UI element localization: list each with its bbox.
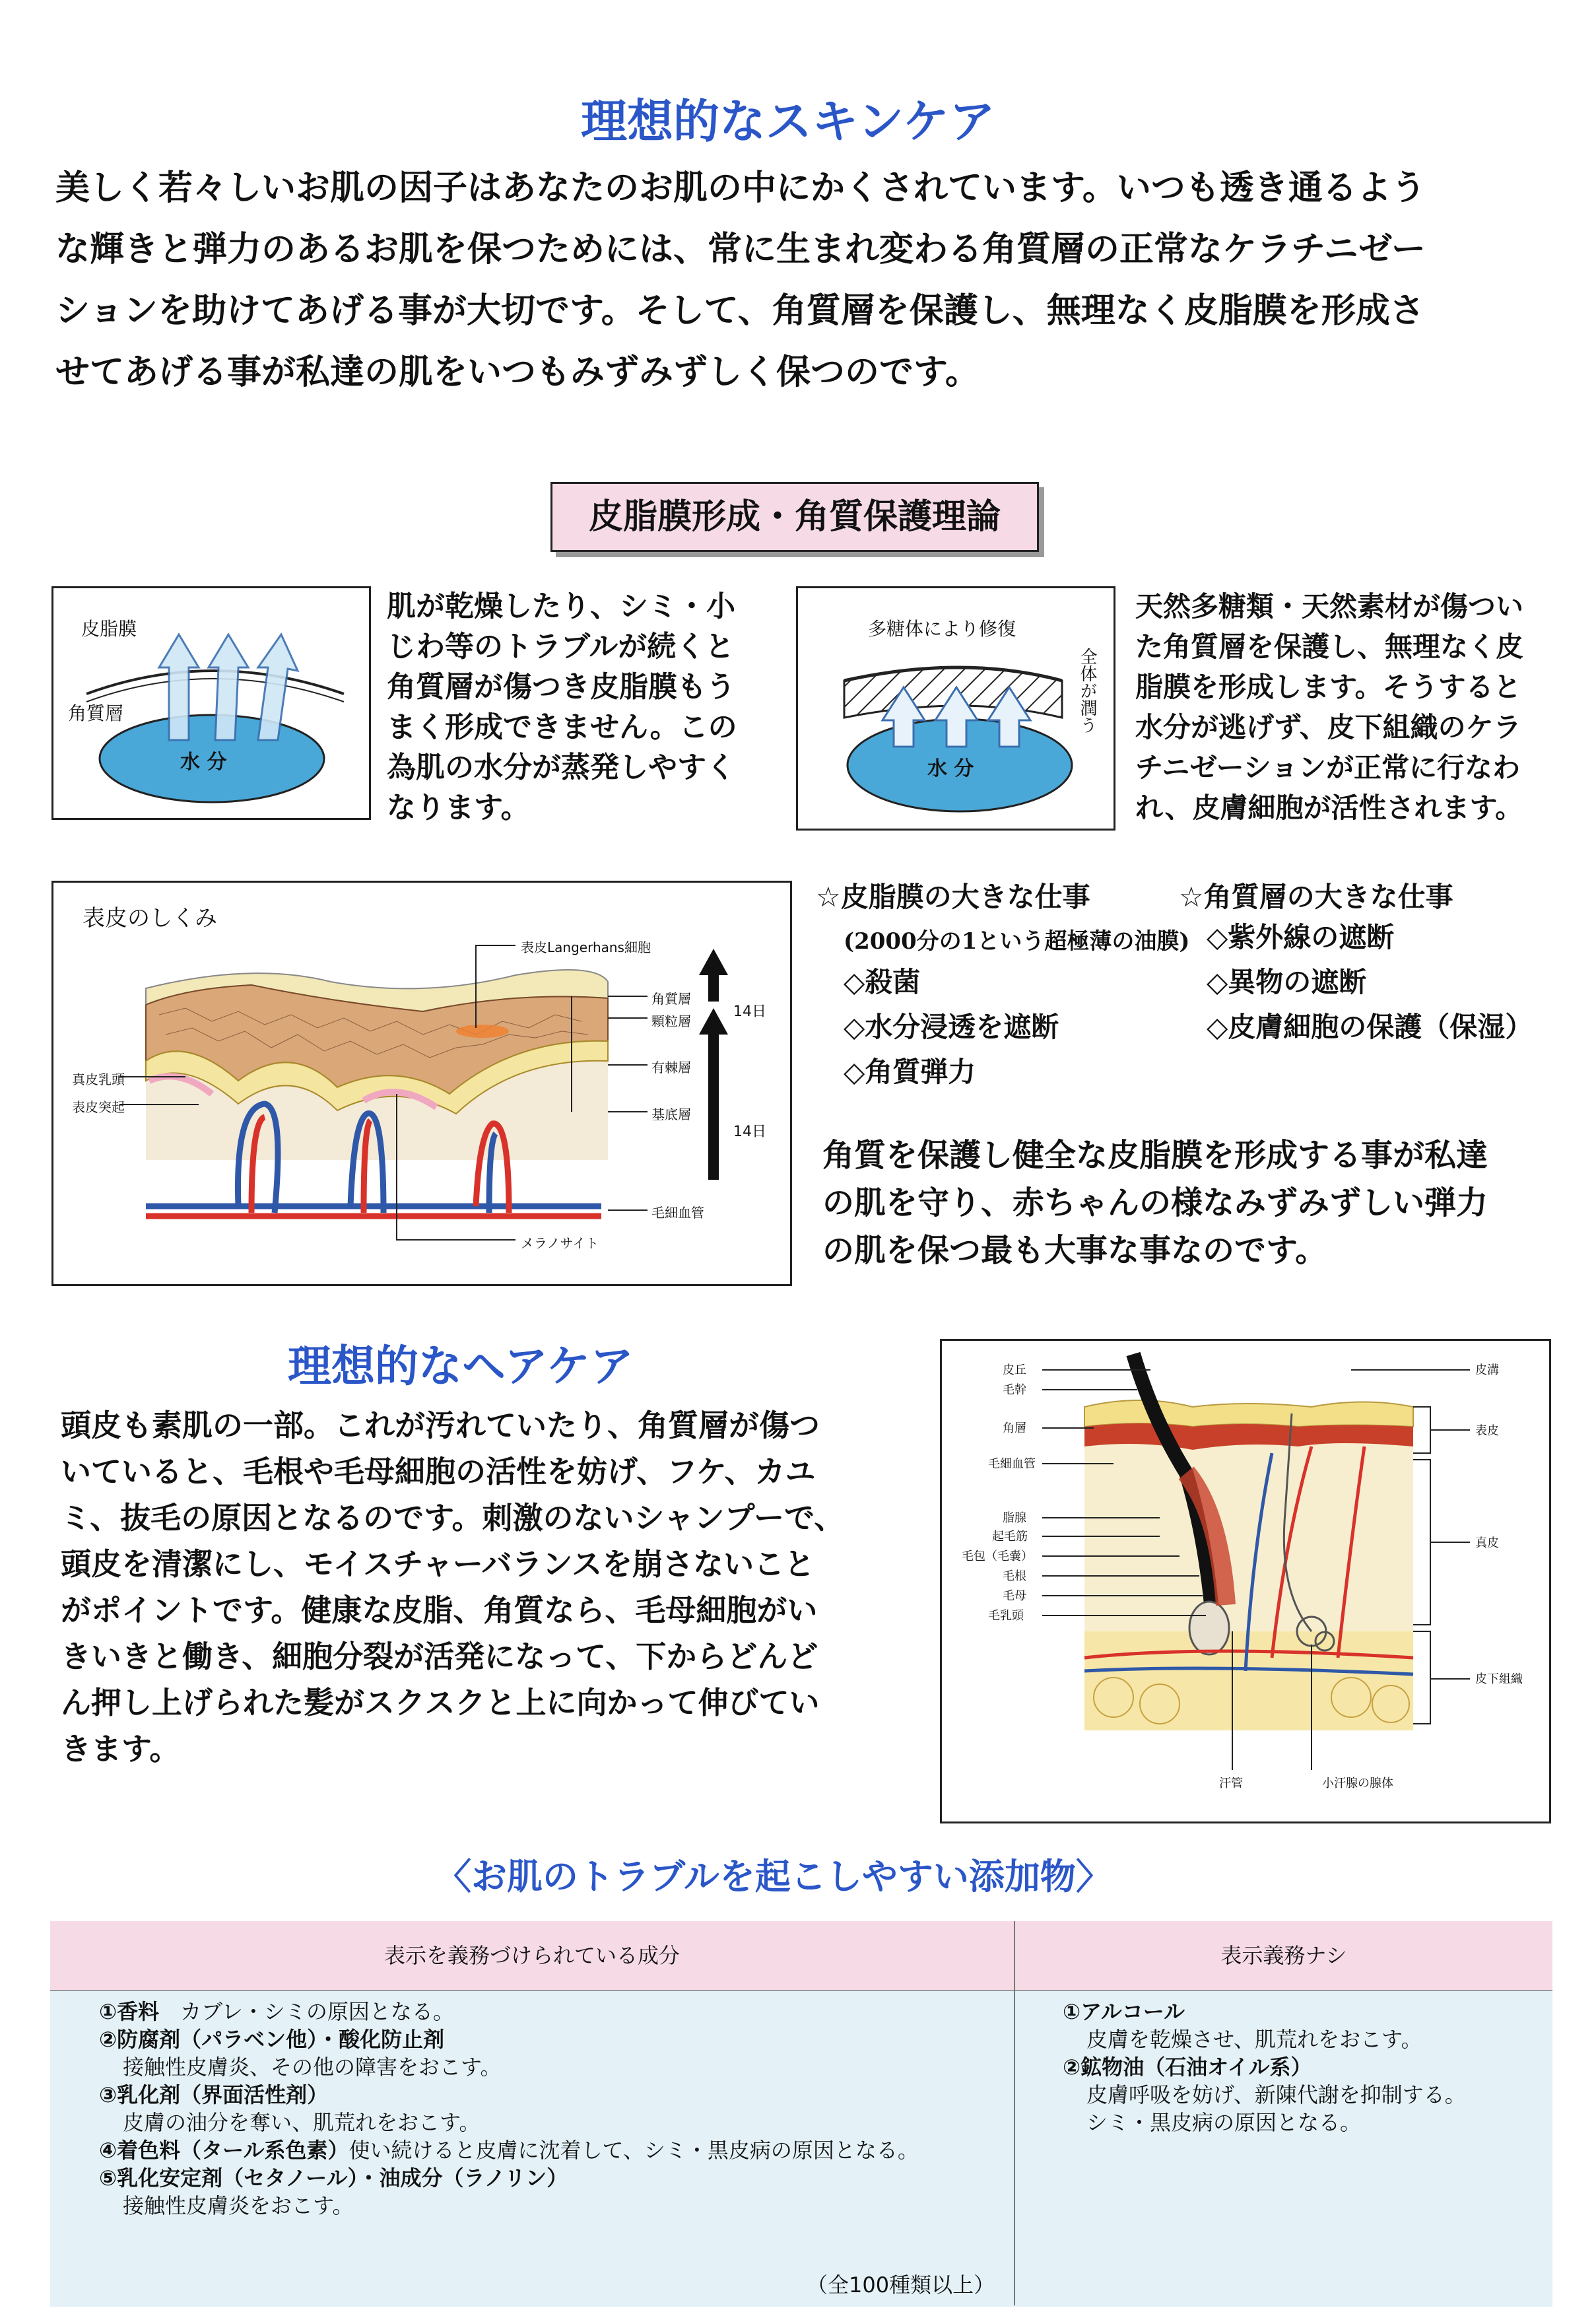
additives-title: 〈お肌のトラブルを起こしやすい添加物〉 (436, 1856, 1112, 1897)
hair-label-papilla: 毛乳頭 (988, 1609, 1024, 1623)
row-text: 使い続けると皮膚に沈着して、シミ・黒皮病の原因となる。 (349, 2138, 919, 2163)
text-line: 為肌の水分が蒸発しやすく (387, 751, 735, 784)
dry-skin-text (387, 586, 737, 828)
stratum-job-item: ◇異物の遮断 (1207, 966, 1367, 998)
hair-care-text (61, 1402, 844, 1772)
epidermis-diagram (51, 881, 792, 1286)
row-heading: ⑤乳化安定剤（セタノール）・油成分（ラノリン） (99, 2165, 568, 2191)
table-row (99, 2192, 919, 2220)
text-line: いていると、毛根や毛母細胞の活性を妨げ、フケ、カユ (61, 1454, 816, 1489)
stratum-jobs-title: ☆角質層の大きな仕事 (1179, 881, 1453, 913)
table-divider (1014, 1921, 1015, 2305)
text-line: 肌が乾燥したり、シミ・小 (387, 590, 735, 623)
melanocyte-label: メラノサイト (521, 1235, 599, 1251)
intro-line: な輝きと弾力のあるお肌を保つためには、常に生まれ変わる角質層の正常なケラチニゼー (55, 229, 1426, 269)
sebum-label: 皮脂膜 (81, 618, 137, 640)
additives-table (50, 1921, 1552, 2305)
stratum-job-item: ◇皮膚細胞の保護（保湿） (1207, 1011, 1533, 1043)
text-line: 頭皮を清潔にし、モイスチャーバランスを崩さないこと (61, 1546, 815, 1582)
text-line: た角質層を保護し、無理なく皮 (1135, 630, 1524, 663)
row-heading: ④着色料（タール系色素） (99, 2138, 349, 2163)
row-heading: ①アルコール (1063, 1999, 1185, 2024)
text-line: じわ等のトラブルが続くと (387, 630, 735, 664)
days-label-1: 14日 (733, 1004, 766, 1020)
table-header-row (50, 1921, 1552, 1990)
text-line: まく形成できません。この (387, 710, 737, 744)
hair-diagram (940, 1339, 1551, 1823)
hair-label-sweat-duct: 汗管 (1219, 1777, 1243, 1790)
langerhans-label: 表皮Langerhans細胞 (521, 939, 651, 955)
hair-label-sweat-gland: 小汗腺の腺体 (1322, 1777, 1393, 1790)
row-text: 皮膚の油分を奪い、肌荒れをおこす。 (123, 2110, 481, 2135)
water-label: 水 分 (180, 751, 227, 774)
table-row (1063, 2025, 1466, 2053)
protect-text (822, 1132, 1488, 1274)
repair-label: 多糖体により修復 (868, 618, 1016, 640)
hair-label-matrix: 毛母 (1003, 1589, 1026, 1603)
table-header-required: 表示を義務づけられている成分 (383, 1943, 680, 1968)
sebum-job-item: ◇角質弾力 (844, 1056, 976, 1088)
hair-label-erector: 起毛筋 (992, 1530, 1028, 1544)
text-line: きいきと働き、細胞分裂が活発になって、下からどんど (61, 1639, 818, 1674)
row-text: シミ・黒皮病の原因となる。 (1086, 2110, 1362, 2135)
hair-illustration (942, 1341, 1549, 1821)
text-line: 脂膜を形成します。そうすると (1135, 671, 1521, 703)
table-row (99, 2164, 919, 2192)
table-row (1063, 2081, 1466, 2109)
skin-care-intro (55, 157, 1426, 403)
hair-label-capillary: 毛細血管 (988, 1457, 1036, 1471)
text-line: 角質を保護し健全な皮脂膜を形成する事が私達 (822, 1137, 1488, 1174)
row-text: カブレ・シミの原因となる。 (159, 1999, 454, 2024)
table-row (99, 2081, 919, 2109)
text-line: の肌を守り、赤ちゃんの様なみずみずしい弾力 (822, 1184, 1488, 1221)
hair-label-subcutis: 皮下組織 (1475, 1672, 1523, 1686)
hair-label-follicle: 毛包（毛嚢） (962, 1549, 1033, 1563)
row-heading: ②鉱物油（石油オイル系） (1063, 2055, 1312, 2080)
text-line: ん押し上げられた髪がスクスクと上に向かって伸びてい (61, 1685, 820, 1720)
row-text: 皮膚呼吸を妨げ、新陳代謝を抑制する。 (1086, 2082, 1466, 2107)
dry-skin-diagram (51, 586, 371, 820)
text-line: の肌を保つ最も大事な事なのです。 (822, 1232, 1327, 1269)
stratum-job-item: ◇紫外線の遮断 (1207, 921, 1395, 953)
hair-label-dermis: 真皮 (1475, 1536, 1499, 1550)
sebum-jobs-note: (2000分の1という超極薄の油膜) (844, 928, 1190, 955)
hair-label-root: 毛根 (1003, 1569, 1026, 1583)
table-row (99, 2025, 919, 2053)
text-line: 角質層が傷つき皮脂膜もう (387, 670, 735, 704)
hair-label-ridge: 皮丘 (1003, 1363, 1026, 1377)
table-row (1063, 1998, 1466, 2025)
row-text: 接触性皮膚炎、その他の障害をおこす。 (123, 2055, 502, 2080)
row-heading: ③乳化剤（界面活性剤） (99, 2082, 329, 2107)
water-label-2: 水 分 (927, 757, 974, 780)
intro-line: 美しく若々しいお肌の因子はあなたのお肌の中にかくされています。いつも透き通るよう (55, 168, 1426, 208)
not-required-list (1063, 1998, 1466, 2136)
protected-skin-diagram (796, 586, 1115, 831)
required-list (99, 1998, 919, 2220)
table-row (99, 2109, 919, 2136)
text-line: ミ、抜毛の原因となるのです。刺激のないシャンプーで、 (61, 1500, 845, 1536)
hair-label-sebaceous: 脂腺 (1003, 1511, 1026, 1525)
row-text: 接触性皮膚炎をおこす。 (123, 2193, 354, 2218)
skin-care-title: 理想的なスキンケア (581, 94, 995, 149)
row-heading: ②防腐剤（パラベン他）・酸化防止剤 (99, 2027, 445, 2052)
sebum-job-item: ◇殺菌 (844, 966, 921, 998)
hair-label-shaft: 毛幹 (1003, 1383, 1026, 1397)
intro-line: ションを助けてあげる事が大切です。そして、角質層を保護し、無理なく皮脂膜を形成さ (55, 290, 1424, 331)
text-line: きます。 (61, 1731, 180, 1767)
stratum-jobs-list (1207, 915, 1533, 1050)
moisture-label: 全体が潤う (1077, 648, 1097, 733)
stratum-corneum-label: 角質層 (651, 991, 691, 1007)
hair-label-epidermis: 表皮 (1475, 1424, 1499, 1438)
row-text: 皮膚を乾燥させ、肌荒れをおこす。 (1086, 2027, 1422, 2052)
days-label-2: 14日 (733, 1124, 766, 1140)
required-note: （全100種類以上） (807, 2272, 995, 2297)
theory-title: 皮脂膜形成・角質保護理論 (550, 482, 1039, 552)
epidermal-ridge-label: 表皮突起 (72, 1099, 125, 1115)
row-heading: ①香料 (99, 1999, 160, 2024)
granular-label: 顆粒層 (651, 1013, 691, 1029)
dermal-papilla-label: 真皮乳頭 (72, 1072, 125, 1087)
text-line: なります。 (387, 791, 530, 825)
capillary-label: 毛細血管 (651, 1205, 704, 1221)
intro-line: せてあげる事が私達の肌をいつもみずみずしく保つのです。 (55, 352, 980, 392)
table-row (99, 1998, 919, 2025)
text-line: チニゼーションが正常に行なわ (1135, 751, 1520, 784)
text-line: 頭皮も素肌の一部。これが汚れていたり、角質層が傷つ (61, 1408, 820, 1443)
table-header-not-required: 表示義務ナシ (1220, 1943, 1347, 1968)
basal-label: 基底層 (651, 1106, 691, 1122)
stratum-label: 角質層 (68, 702, 124, 724)
hair-label-furrow: 皮溝 (1475, 1363, 1499, 1377)
sebum-jobs-title: ☆皮脂膜の大きな仕事 (816, 881, 1090, 913)
sebum-jobs-list (844, 960, 1059, 1095)
hair-label-horny-layer: 角層 (1003, 1421, 1026, 1435)
text-line: がポイントです。健康な皮脂、角質なら、毛母細胞がい (61, 1592, 818, 1628)
text-line: 天然多糖類・天然素材が傷つい (1135, 590, 1524, 623)
hair-care-title: 理想的なヘアケア (288, 1341, 634, 1392)
table-row (99, 2136, 919, 2164)
protected-skin-text (1135, 586, 1523, 828)
sebum-job-item: ◇水分浸透を遮断 (844, 1011, 1059, 1043)
text-line: 水分が逃げず、皮下組織のケラ (1135, 711, 1521, 743)
spinous-label: 有棘層 (651, 1060, 691, 1075)
table-row (1063, 2109, 1466, 2136)
epidermis-illustration (53, 883, 790, 1284)
table-row (1063, 2053, 1466, 2081)
text-line: れ、皮膚細胞が活性されます。 (1135, 792, 1523, 824)
table-row (99, 2053, 919, 2081)
epidermis-title: 表皮のしくみ (83, 905, 217, 932)
